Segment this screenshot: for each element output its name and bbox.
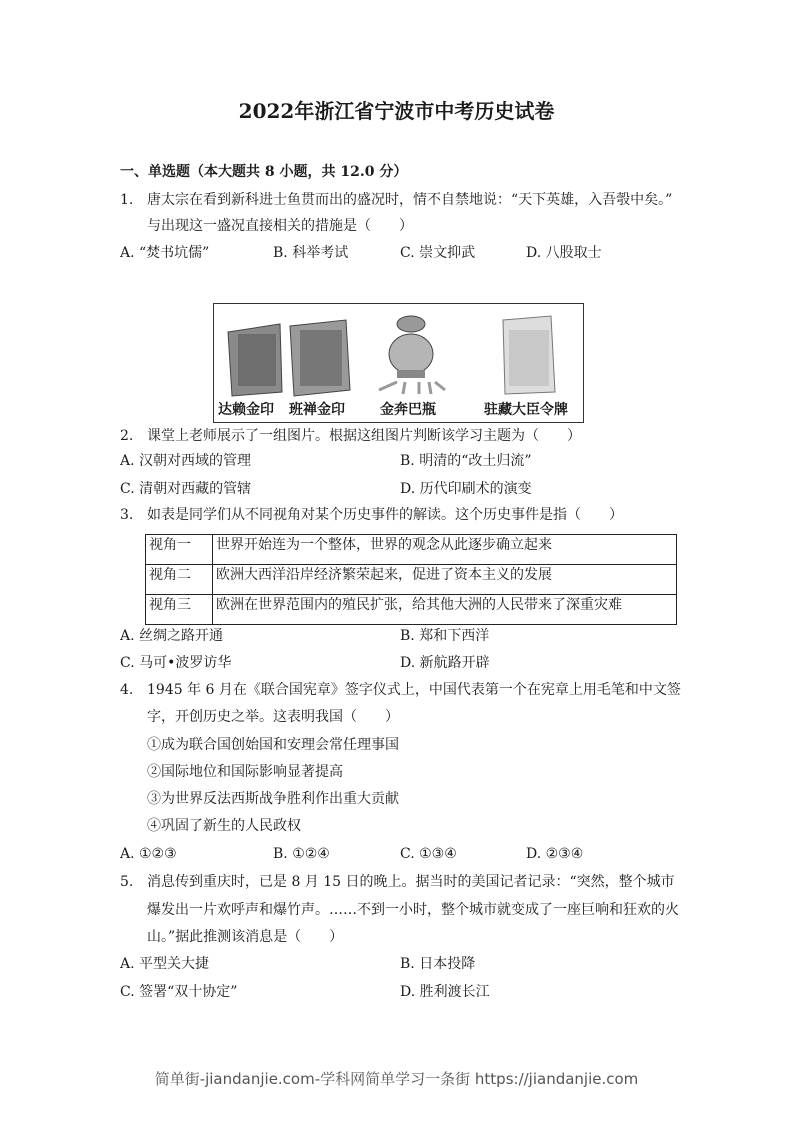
option-b: B. 日本投降 <box>400 956 476 972</box>
option-b: B. ①②④ <box>273 846 330 862</box>
question-text: 唐太宗在看到新科进士鱼贯而出的盛况时，情不自禁地说：“天下英雄，入吾彀中矣。” <box>147 192 673 208</box>
table-cell: 欧洲在世界范围内的殖民扩张，给其他大洲的人民带来了深重灾难 <box>213 595 677 625</box>
table-row <box>146 565 677 595</box>
option-d: D. 八股取士 <box>526 245 602 261</box>
option-d: D. 历代印刷术的演变 <box>400 481 532 497</box>
question-text: 字，开创历史之举。这表明我国（ ） <box>147 709 399 725</box>
question-text: 消息传到重庆时，已是 8 月 15 日的晚上。据当时的美国记者记录：“突然，整个城市 <box>147 874 675 890</box>
figure-caption: 班禅金印 <box>289 402 345 418</box>
option-a: A. “焚书坑儒” <box>120 245 210 261</box>
option-c: C. ①③④ <box>400 846 457 862</box>
page-title: 2022年浙江省宁波市中考历史试卷 <box>238 99 555 123</box>
option-a: A. 丝绸之路开通 <box>120 628 224 644</box>
statement: ①成为联合国创始国和安理会常任理事国 <box>147 737 399 753</box>
question-text: 课堂上老师展示了一组图片。根据这组图片判断该学习主题为（ ） <box>147 428 581 444</box>
question-text: 山。”据此推测该消息是（ ） <box>147 929 344 945</box>
table-cell: 视角一 <box>146 535 213 565</box>
question-text: 与出现这一盛况直接相关的措施是（ ） <box>147 218 413 234</box>
figure-caption: 金奔巴瓶 <box>380 402 436 418</box>
option-d: D. ②③④ <box>526 846 584 862</box>
question-number: 2. <box>120 428 134 444</box>
option-b: B. 郑和下西洋 <box>400 628 490 644</box>
artifact-figure <box>213 303 584 423</box>
option-c: C. 签署“双十协定” <box>120 984 238 1000</box>
option-d: D. 新航路开辟 <box>400 655 490 671</box>
table-row <box>146 535 677 565</box>
table-cell: 视角三 <box>146 595 213 625</box>
option-a: A. ①②③ <box>120 846 177 862</box>
question-text: 如表是同学们从不同视角对某个历史事件的解读。这个历史事件是指（ ） <box>147 507 623 523</box>
question-number: 3. <box>120 507 134 523</box>
statement: ②国际地位和国际影响显著提高 <box>147 764 343 780</box>
question-number: 1. <box>120 192 134 208</box>
perspective-table <box>145 534 677 625</box>
figure-caption: 达赖金印 <box>218 402 274 418</box>
statement: ④巩固了新生的人民政权 <box>147 818 301 834</box>
question-text: 1945 年 6 月在《联合国宪章》签字仪式上，中国代表第一个在宪章上用毛笔和中文签 <box>147 682 681 698</box>
table-cell: 世界开始连为一个整体，世界的观念从此逐步确立起来 <box>213 535 677 565</box>
command-token-image <box>499 312 559 397</box>
option-a: A. 平型关大捷 <box>120 956 210 972</box>
figure-caption: 驻藏大臣令牌 <box>484 402 568 418</box>
section-heading: 一、单选题（本大题共 8 小题，共 12.0 分） <box>120 164 408 180</box>
option-b: B. 明清的“改土归流” <box>400 453 532 469</box>
footer-watermark: 简单街-jiandanjie.com-学科网简单学习一条街 https://jiandanjie.com <box>154 1070 639 1088</box>
option-b: B. 科举考试 <box>273 245 349 261</box>
question-number: 4. <box>120 682 134 698</box>
table-row <box>146 595 677 625</box>
question-text: 爆发出一片欢呼声和爆竹声。……不到一小时，整个城市就变成了一座巨响和狂欢的火 <box>147 902 679 918</box>
table-cell: 欧洲大西洋沿岸经济繁荣起来，促进了资本主义的发展 <box>213 565 677 595</box>
option-c: C. 清朝对西藏的管辖 <box>120 481 252 497</box>
table-cell: 视角二 <box>146 565 213 595</box>
question-number: 5. <box>120 874 134 890</box>
option-a: A. 汉朝对西域的管理 <box>120 453 252 469</box>
statement: ③为世界反法西斯战争胜利作出重大贡献 <box>147 791 399 807</box>
option-c: C. 马可•波罗访华 <box>120 655 232 671</box>
option-c: C. 崇文抑武 <box>400 245 476 261</box>
option-d: D. 胜利渡长江 <box>400 984 490 1000</box>
golden-seals-image <box>218 312 358 397</box>
golden-urn-image <box>369 312 454 397</box>
